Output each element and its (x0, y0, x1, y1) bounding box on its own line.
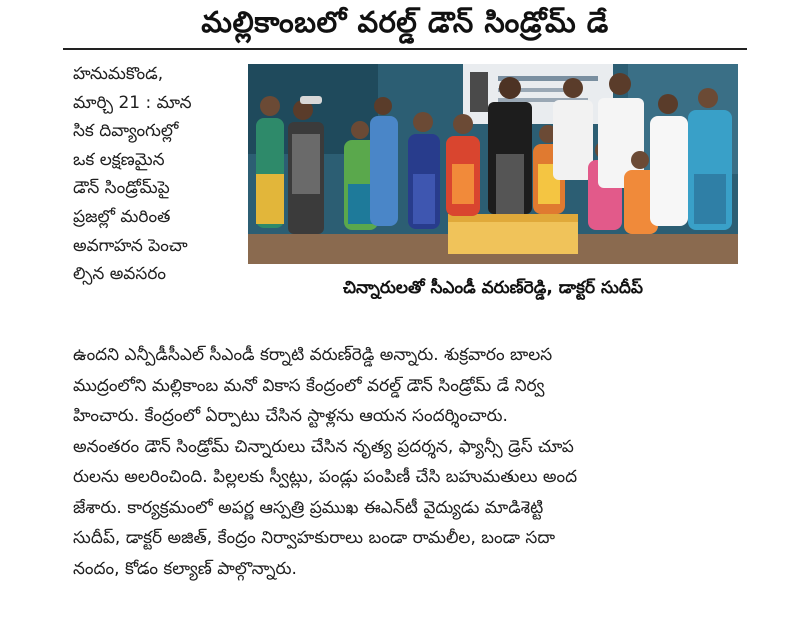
article-body (73, 340, 749, 584)
headline: మల్లికాంబలో వరల్డ్‌ డౌన్‌ సిండ్రోమ్‌ డే (201, 5, 609, 39)
intro-line: అవగాహన పెంచా (73, 235, 188, 256)
intro-line: సిక దివ్యాంగుల్లో (73, 121, 179, 142)
photo-caption: చిన్నారులతో సీఎండీ వరుణ్‌రెడ్డి, డాక్టర్‌ సుదీప్‌ (343, 278, 643, 298)
intro-column (73, 60, 243, 289)
body-line: అనంతరం డౌన్‌ సిండ్రోమ్‌ చిన్నారులు చేసిన నృత్య ప్రదర్శన, ఫ్యాన్సీ డ్రెస్‌ చూప (73, 436, 574, 457)
newspaper-clipping (55, 0, 755, 622)
body-line: సుదీప్‌, డాక్టర్‌ అజిత్‌, కేంద్రం నిర్వాహకురాలు బండా రామలీల, బండా సదా (73, 528, 556, 548)
body-line: నందం, కోడం కల్యాణ్‌ పాల్గొన్నారు. (73, 558, 297, 579)
body-line: ముద్రంలోని మల్లికాంబ మనో వికాస కేంద్రంలో వరల్డ్‌ డౌన్‌ సిండ్రోమ్‌ డే నిర్వ (73, 375, 545, 396)
intro-line: హనుమకొండ, (73, 64, 164, 84)
intro-line: ల్సిన అవసరం (73, 264, 167, 285)
event-photo (248, 64, 738, 264)
intro-line: మార్చి 21 : మాన (73, 92, 192, 113)
intro-line: ఒక లక్షణమైన (73, 149, 165, 170)
body-line: జేశారు. కార్యక్రమంలో అపర్ణ ఆస్పత్రి ప్రముఖ ఈఎన్‌టీ వైద్యుడు మాడిశెట్టి (73, 497, 544, 518)
intro-line: డౌన్‌ సిండ్రోమ్‌పై (73, 178, 170, 199)
intro-line: ప్రజల్లో మరింత (73, 206, 171, 227)
body-line: ఉందని ఎన్పీడీసీఎల్‌ సీఎండీ కర్నాటి వరుణ్‌రెడ్డి అన్నారు. శుక్రవారం బాలస (73, 345, 553, 365)
headline-divider (63, 48, 747, 50)
body-line: రులను అలరించింది. పిల్లలకు స్వీట్లు, పండ్లు పంపిణీ చేసి బహుమతులు అంద (73, 467, 578, 487)
event-photo-illustration (248, 64, 738, 264)
body-line: హించారు. కేంద్రంలో ఏర్పాటు చేసిన స్టాళ్లను ఆయన సందర్శించారు. (73, 406, 508, 426)
